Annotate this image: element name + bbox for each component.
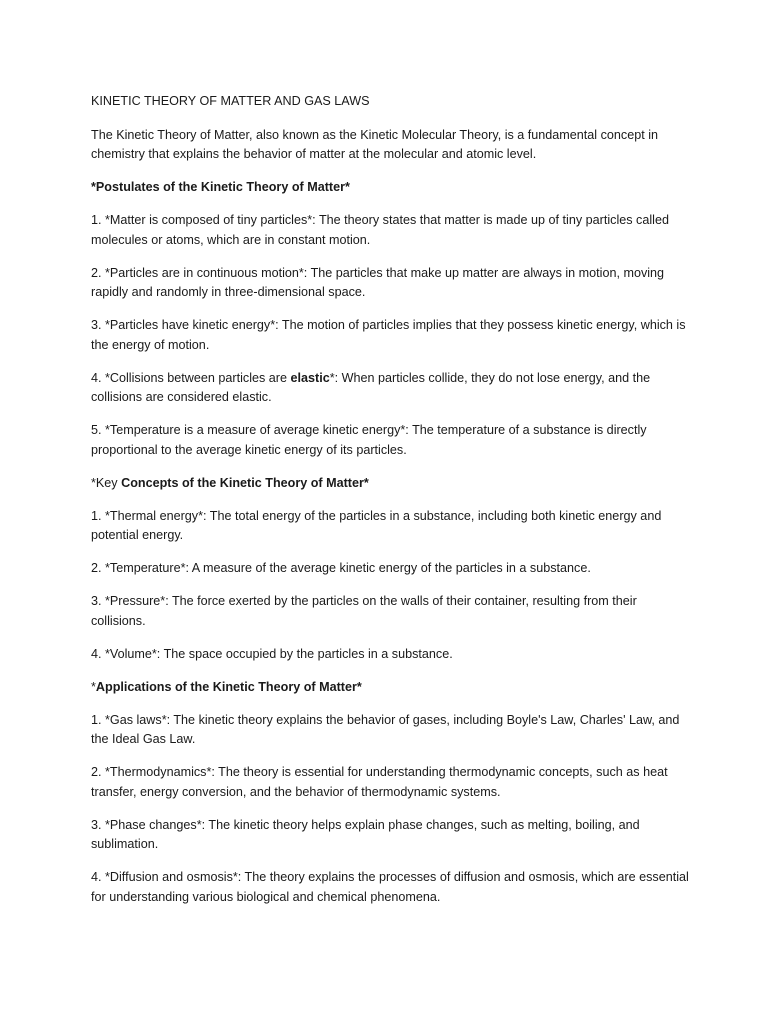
postulate-item-4-bold: elastic [290,370,330,385]
application-item-2: 2. *Thermodynamics*: The theory is essential for understanding thermodynamic concepts, such as heat transfer, energy conversion, and the behavior of thermodynamic systems. [91,765,668,799]
postulate-item-1: 1. *Matter is composed of tiny particles*: The theory states that matter is made up of tiny particles called molecules or atoms, which are in constant motion. [91,213,669,247]
applications-heading-rest: Applications of the Kinetic Theory of Matter* [95,679,362,694]
postulate-item-4 [91,369,691,408]
postulate-item-2: 2. *Particles are in continuous motion*: The particles that make up matter are always in motion, moving rapidly and randomly in three-dimensional space. [91,265,665,299]
key-concept-item-4: 4. *Volume*: The space occupied by the particles in a substance. [91,646,453,661]
applications-heading [91,678,691,698]
postulate-item-5: 5. *Temperature is a measure of average kinetic energy*: The temperature of a substance is directly proportional to the average kinetic energy of its particles. [91,423,647,457]
postulate-item-3: 3. *Particles have kinetic energy*: The motion of particles implies that they possess kinetic energy, which is the energy of motion. [91,318,686,352]
key-concepts-heading-prefix: *Key [91,475,118,490]
postulates-heading: *Postulates of the Kinetic Theory of Matter* [91,180,350,194]
applications-heading-prefix: * [91,679,96,694]
application-item-1: 1. *Gas laws*: The kinetic theory explains the behavior of gases, including Boyle's Law, Charles' Law, and the Ideal Gas Law. [91,712,680,746]
intro-paragraph: The Kinetic Theory of Matter, also known as the Kinetic Molecular Theory, is a fundamental concept in chemistry that explains the behavior of matter at the molecular and atomic level. [91,127,659,161]
application-item-4: 4. *Diffusion and osmosis*: The theory explains the processes of diffusion and osmosis, which are essential for understanding various biological and chemical phenomena. [91,870,689,904]
postulate-item-4-before: 4. *Collisions between particles are [91,370,291,385]
key-concept-item-3: 3. *Pressure*: The force exerted by the particles on the walls of their container, resulting from their collisions. [91,594,637,628]
key-concepts-heading [91,474,691,494]
document-page [91,92,691,921]
application-item-3: 3. *Phase changes*: The kinetic theory helps explain phase changes, such as melting, boiling, and sublimation. [91,817,640,851]
key-concepts-heading-rest: Concepts of the Kinetic Theory of Matter* [117,475,369,490]
postulate-item-4-after: *: When particles collide, they do not lose energy, and the collisions are considered elastic. [91,370,651,404]
document-title: KINETIC THEORY OF MATTER AND GAS LAWS [91,94,370,108]
key-concept-item-2: 2. *Temperature*: A measure of the average kinetic energy of the particles in a substance. [91,561,591,575]
key-concept-item-1: 1. *Thermal energy*: The total energy of the particles in a substance, including both kinetic energy and potential energy. [91,508,662,542]
